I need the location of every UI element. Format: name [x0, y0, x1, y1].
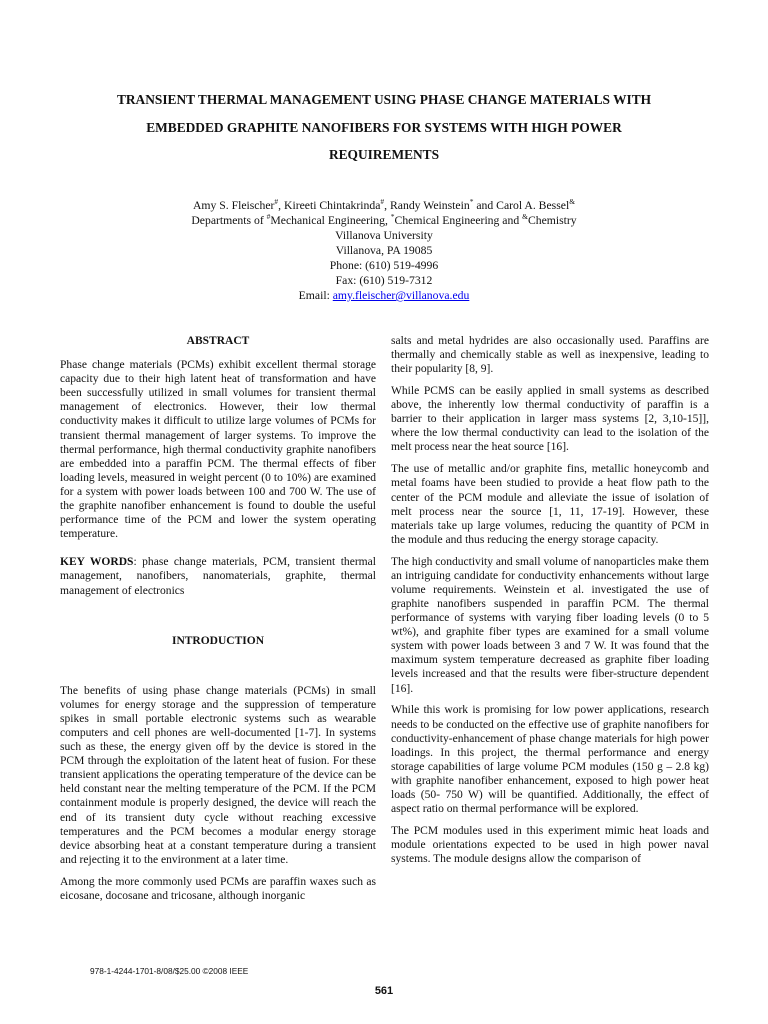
title-line-3: REQUIREMENTS	[328, 147, 440, 162]
author-2-affil: #	[380, 197, 385, 207]
introduction-heading: INTRODUCTION	[171, 634, 264, 647]
author-1: Amy S. Fleischer	[192, 199, 275, 212]
author-email-line: Email: amy.fleischer@villanova.edu	[298, 289, 470, 302]
right-paragraph-2: While PCMS can be easily applied in small systems as described above, the inherently low thermal conductivity of paraffin is a barrier to their application in larger mass systems [2, 3,10-15]], where the low thermal conductivity can lead to the isolation of the melt process near the heat source [16].	[391, 385, 709, 454]
paper-title	[60, 86, 708, 169]
keywords-text: : phase change materials, PCM, transient thermal management, nanofibers, nanomaterials, graphite, thermal management of electronics	[60, 556, 376, 597]
right-paragraph-5: While this work is promising for low power applications, research needs to be conducted on the effective use of graphite nanofibers for conductivity-enhancement of phase change materials for high power loadings. In this project, the thermal performance and energy storage capabilities of large volume PCM modules (150 g – 2.8 kg) with graphite nanofiber enhancement, exposed to high power heat loads (50- 750 W) will be quantified. Additionally, the effect of aspect ratio on thermal performance will be explored.	[391, 704, 709, 816]
right-paragraph-3: The use of metallic and/or graphite fins, metallic honeycomb and metal foams have been studied to provide a heat flow path to the center of the PCM module and alleviate the issue of isolation of melt process near the source [1, 11, 17-19]. However, these materials take up large volumes, reducing the quantity of PCM in the module and thus reducing the energy storage capacity.	[391, 463, 709, 546]
author-departments: Departments of #Mechanical Engineering, *Chemical Engineering and &Chemistry	[191, 212, 577, 227]
right-paragraph-4: The high conductivity and small volume of nanoparticles make them an intriguing candidate for conductivity enhancements without large volume requirements. Weinstein et al. investigated the use of graphite nanofibers suspended in paraffin PCM. The thermal performance of systems with varying fiber loading levels (0 to 5 wt%), and graphite fiber types are examined for a small volume system with power loads between 3 and 7 W. It was found that the maximum system temperature decreased as graphite fiber loading levels increased and that the results were fiber-structure dependent [16].	[391, 555, 709, 695]
author-3: , Randy Weinstein	[384, 199, 470, 212]
title-line-2: EMBEDDED GRAPHITE NANOFIBERS FOR SYSTEMS WITH HIGH POWER	[146, 119, 622, 135]
author-2: , Kireeti Chintakrinda	[278, 199, 381, 212]
author-4: and Carol A. Bessel	[473, 199, 570, 212]
right-column	[391, 334, 709, 874]
author-1-affil: #	[274, 197, 279, 207]
author-4-affil: &	[569, 197, 576, 207]
title-line-1: TRANSIENT THERMAL MANAGEMENT USING PHASE CHANGE MATERIALS WITH	[116, 92, 652, 107]
intro-paragraph-2: Among the more commonly used PCMs are paraffin waxes such as eicosane, docosane and tricosane, although inorganic	[60, 875, 376, 902]
author-3-affil: *	[469, 197, 474, 207]
author-block	[60, 198, 708, 303]
author-phone: Phone: (610) 519-4996	[329, 259, 439, 272]
right-paragraph-6: The PCM modules used in this experiment mimic heat loads and module orientations expected to be used in high power naval systems. The module designs allow the comparison of	[391, 824, 709, 866]
email-link[interactable]: amy.fleischer@villanova.edu	[332, 289, 470, 302]
page-number: 561	[374, 985, 394, 997]
intro-paragraph-1: The benefits of using phase change materials (PCMs) in small volumes for energy storage and the suppression of temperature spikes in small portable electronic systems such as wearable computers and cell phones are well-documented [1-7]. In systems such as these, the energy given off by the device is stored in the PCM through the exploitation of the latent heat of fusion. For these transient applications the operating temperature of the device can be held constant near the melting temperature of the PCM. If the PCM containment module is properly designed, the device will reach the end of its transient duty cycle without reaching excessive temperatures and the PCM becomes a modular energy storage device absorbing heat at a constant temperature during a transient and rejecting it to the environment at a later time.	[60, 684, 376, 866]
author-names	[60, 198, 708, 213]
abstract-text: Phase change materials (PCMs) exhibit excellent thermal storage capacity due to their high latent heat of transformation and have been successfully utilized in small volumes for transient thermal management of electronics. However, their low thermal conductivity makes it difficult to utilize large volumes of PCMs for transient thermal management of larger systems. To improve the thermal performance, high thermal conductivity graphite nanofibers are embedded into a paraffin PCM. The thermal effects of fiber loading levels, measured in weight percent (0 to 10%) are examined for a system with power loads between 100 and 700 W. The use of the graphite nanofiber enhancement is found to double the useful performance time of the PCM and lower the system operating temperature.	[60, 359, 376, 541]
left-column	[60, 334, 376, 911]
keywords	[60, 555, 376, 597]
author-fax: Fax: (610) 519-7312	[335, 274, 433, 287]
author-address: Villanova, PA 19085	[335, 244, 433, 257]
author-university: Villanova University	[335, 229, 433, 242]
abstract-heading: ABSTRACT	[186, 335, 250, 347]
keywords-label: KEY WORDS	[60, 556, 134, 569]
copyright-notice: 978-1-4244-1701-8/08/$25.00 ©2008 IEEE	[90, 966, 249, 976]
right-paragraph-1: salts and metal hydrides are also occasionally used. Paraffins are thermally and chemically stable as well as inexpensive, leading to their popularity [8, 9].	[391, 335, 709, 376]
